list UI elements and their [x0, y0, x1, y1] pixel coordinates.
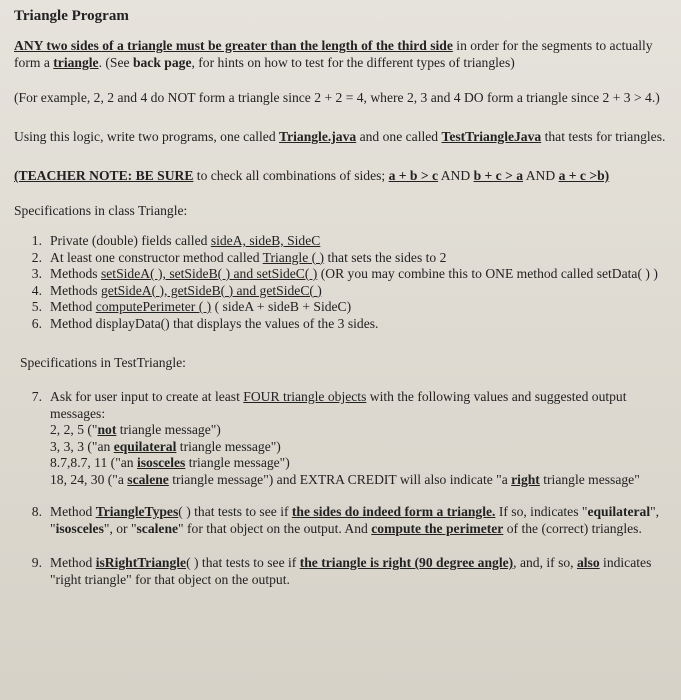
intro-paragraph — [14, 37, 667, 71]
list-item: 3. Methods setSideA( ), setSideB( ) and setSideC( ) (OR you may combine this to ONE method called setData( ) ) — [31, 266, 658, 281]
list-item: 4. Methods getSideA( ), getSideB( ) and getSideC( ) — [31, 282, 322, 298]
teacher-note — [14, 167, 667, 184]
four-objects-text: FOUR triangle objects — [243, 389, 367, 404]
example-paragraph: (For example, 2, 2 and 4 do NOT form a triangle since 2 + 2 = 4, where 2, 3 and 4 DO form a triangle since 2 + 3 > 4.) — [14, 90, 660, 105]
test-triangle-java-name: TestTriangleJava — [441, 129, 542, 144]
list-item-8: 8. Method TriangleTypes( ) that tests to see if the sides do indeed form a triangle. If so, indicates "equilateral", "isosceles", or "scalene" for that object on the output. And compute the perimeter of the (correct) triangles. — [31, 504, 660, 536]
message-equilateral: 3, 3, 3 ("an equilateral triangle message") — [50, 438, 281, 454]
spec-triangle-list — [14, 233, 667, 332]
rule-text: ANY two sides of a triangle must be greater than the length of the third side — [14, 38, 453, 53]
list-item: 2. At least one constructor method called Triangle ( ) that sets the sides to 2 — [31, 249, 447, 265]
teacher-text-3: AND — [523, 168, 559, 183]
message-not: 2, 2, 5 ("not triangle message") — [50, 422, 221, 437]
teacher-text-1: to check all combinations of sides; — [193, 168, 389, 183]
teacher-text-2: AND — [438, 168, 474, 183]
condition-1: a + b > c — [388, 168, 439, 183]
back-page-text: back page — [132, 55, 192, 70]
intro-text-1: in order for the segments to actually form a — [14, 38, 653, 70]
list-item-7: 7. Ask for user input to create at least FOUR triangle objects with the following values and suggested output messages: 2, 2, 5 ("not triangle message") 3, 3, 3 ("an equilateral triangle message") 8.7,8.7, 11 ("an isosceles triangle message") 18, 24, 30 ("a scalene triangle message") and EXTRA CREDIT will also indicate "a right triangle message" — [20, 389, 667, 488]
list-item: 6. Method displayData() that displays the values of the 3 sides. — [31, 315, 379, 331]
condition-2: b + c > a — [473, 168, 524, 183]
teacher-note-label: (TEACHER NOTE: BE SURE — [14, 168, 194, 183]
spec-test-list — [14, 389, 667, 588]
spec-test-heading: Specifications in TestTriangle: — [20, 355, 186, 370]
list-item: 5. Method computePerimeter ( ) ( sideA + sideB + SideC) — [31, 299, 352, 314]
intro-text-3: , for hints on how to test for the different types of triangles) — [191, 55, 515, 70]
programs-text-1: Using this logic, write two programs, one called — [14, 129, 280, 144]
spec-triangle-heading: Specifications in class Triangle: — [14, 203, 188, 218]
triangle-java-name: Triangle.java — [279, 129, 357, 144]
programs-text-2: and one called — [356, 129, 442, 144]
programs-paragraph — [14, 128, 667, 145]
triangle-word: triangle — [53, 55, 99, 70]
list-item: 1. Private (double) fields called sideA, sideB, SideC — [31, 233, 321, 248]
list-item-9: 9. Method isRightTriangle( ) that tests to see if the triangle is right (90 degree angle), and, if so, also indicates "right triangle" for that object on the output. — [31, 555, 652, 587]
intro-text-2: . (See — [98, 55, 133, 70]
condition-3: a + c >b) — [558, 168, 610, 183]
programs-text-3: that tests for triangles. — [541, 129, 666, 144]
document-title: Triangle Program — [14, 8, 129, 24]
message-isosceles: 8.7,8.7, 11 ("an isosceles triangle message") — [50, 455, 290, 470]
message-scalene: 18, 24, 30 ("a scalene triangle message") and EXTRA CREDIT will also indicate "a right triangle message" — [50, 471, 640, 487]
